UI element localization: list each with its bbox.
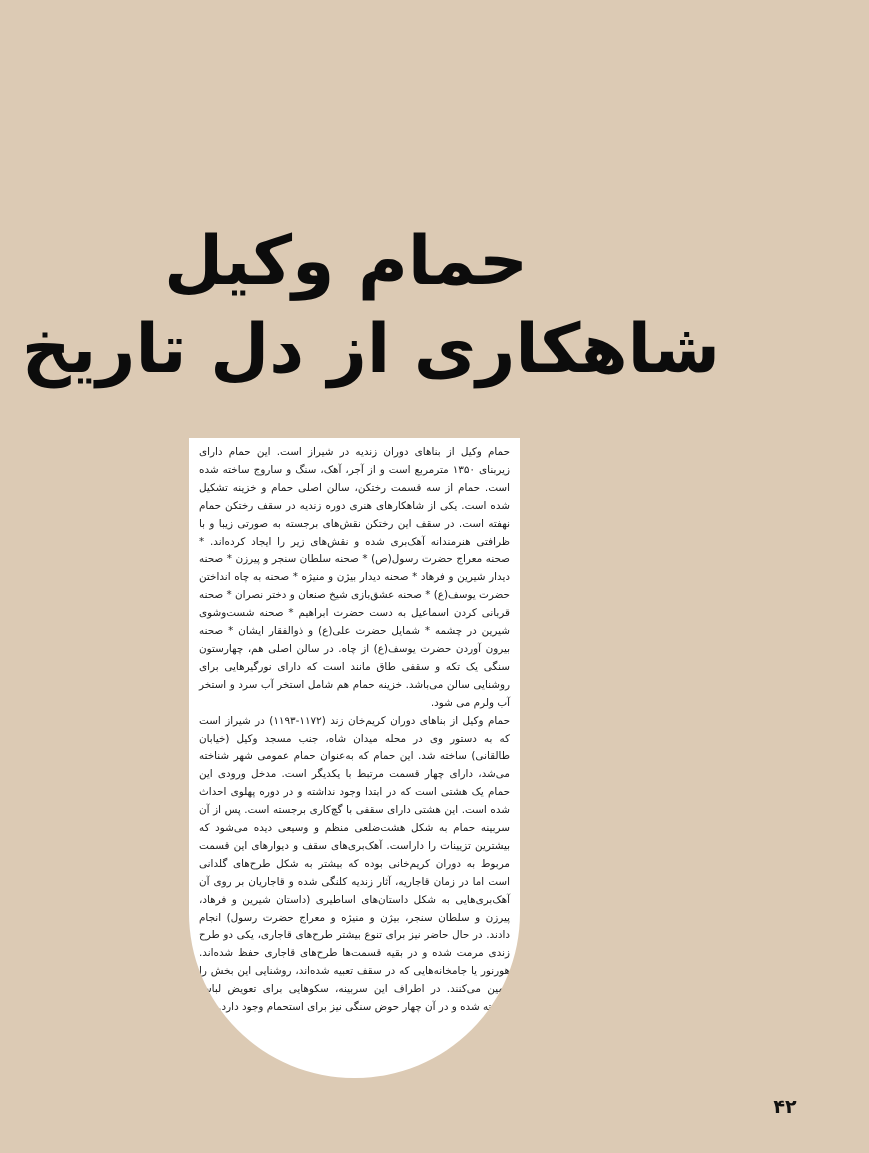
title-line-2: شاهکاری از دل تاریخ bbox=[21, 310, 720, 389]
article-text-card bbox=[189, 438, 520, 1078]
article-paragraph-1: حمام وکیل از بناهای دوران زندیه در شیراز است. این حمام دارای زیربنای ۱۳۵۰ مترمربع است و از آجر، آهک، سنگ و ساروج ساخته شده است. حمام از سه قسمت رختکن، سالن اصلی حمام و خزینه تشکیل شده است. یکی از شاهکارهای هنری دوره زندیه در سقف رختکن حمام نهفته است. در سقف این رختکن نقش‌های برجسته به صورتی زیبا و با ظرافتی هنرمندانه آهک‌بری شده و نقش‌های زیر را ایجاد کرده‌اند. * صحنه معراج حضرت رسول(ص) * صحنه سلطان سنجر و پیرزن * صحنه دیدار شیرین و فرهاد * صحنه دیدار بیژن و منیژه * صحنه به چاه انداختن حضرت یوسف(ع) * صحنه عشق‌بازی شیخ صنعان و دختر نصران * صحنه قربانی کردن اسماعیل به دست حضرت ابراهیم * صحنه شست‌وشوی شیرین در چشمه * شمایل حضرت علی(ع) و ذوالفقار ایشان * صحنه بیرون آوردن حضرت یوسف(ع) از چاه. در سالن اصلی هم، چهارستون سنگی یک تکه و سقفی طاق مانند است که دارای نورگیرهایی برای روشنایی سالن می‌باشد. خزینه حمام هم شامل استخر آب سرد و استخر آب ولرم می شود. bbox=[199, 446, 510, 709]
title-line-1: حمام وکیل bbox=[164, 222, 528, 301]
page-number: ۴۲ bbox=[773, 1096, 797, 1118]
article-title bbox=[21, 218, 760, 394]
article-paragraph-2: حمام وکیل از بناهای دوران کریم‌خان زند (۱۱۷۲-۱۱۹۳) در شیراز است که به دستور وی در محله میدان شاه، جنب مسجد وکیل (خیابان طالقانی) ساخته شد. این حمام که به‌عنوان حمام عمومی شهر شناخته می‌شد، دارای چهار قسمت مرتبط با یکدیگر است. مدخل ورودی این حمام یک هشتی است که در ابتدا وجود نداشته و در دوره پهلوی احداث شده است. این هشتی دارای سقفی با گچ‌کاری برجسته است. پس از آن سربینه حمام به شکل هشت‌ضلعی منظم و وسیعی دیده می‌شود که بیشترین تزیینات را داراست. آهک‌بری‌های سقف و دیوارهای این قسمت مربوط به دوران کریم‌خانی بوده که بیشتر به شکل طرح‌های گلدانی است اما در زمان قاجاریه، آثار زندیه کلنگی شده و قاجاریان بر روی آن آهک‌بری‌هایی به شکل داستان‌های اساطیری (داستان شیرین و فرهاد، پیرزن و سلطان سنجر، بیژن و منیژه و معراج حضرت رسول) انجام دادند. در حال حاضر نیز برای تنوع بیشتر طرح‌های قاجاری، یکی دو طرح زندی مرمت شده و در بقیه قسمت‌ها طرح‌های قاجاری حفظ شده‌اند. هورنور یا جامخانه‌هایی که در سقف تعبیه شده‌اند، روشنایی این بخش را تامین می‌کنند. در اطراف این سربینه، سکوهایی برای تعویض لباس ساخته شده و در آن چهار حوض سنگی نیز برای استحمام وجود دارد. bbox=[199, 714, 510, 1014]
